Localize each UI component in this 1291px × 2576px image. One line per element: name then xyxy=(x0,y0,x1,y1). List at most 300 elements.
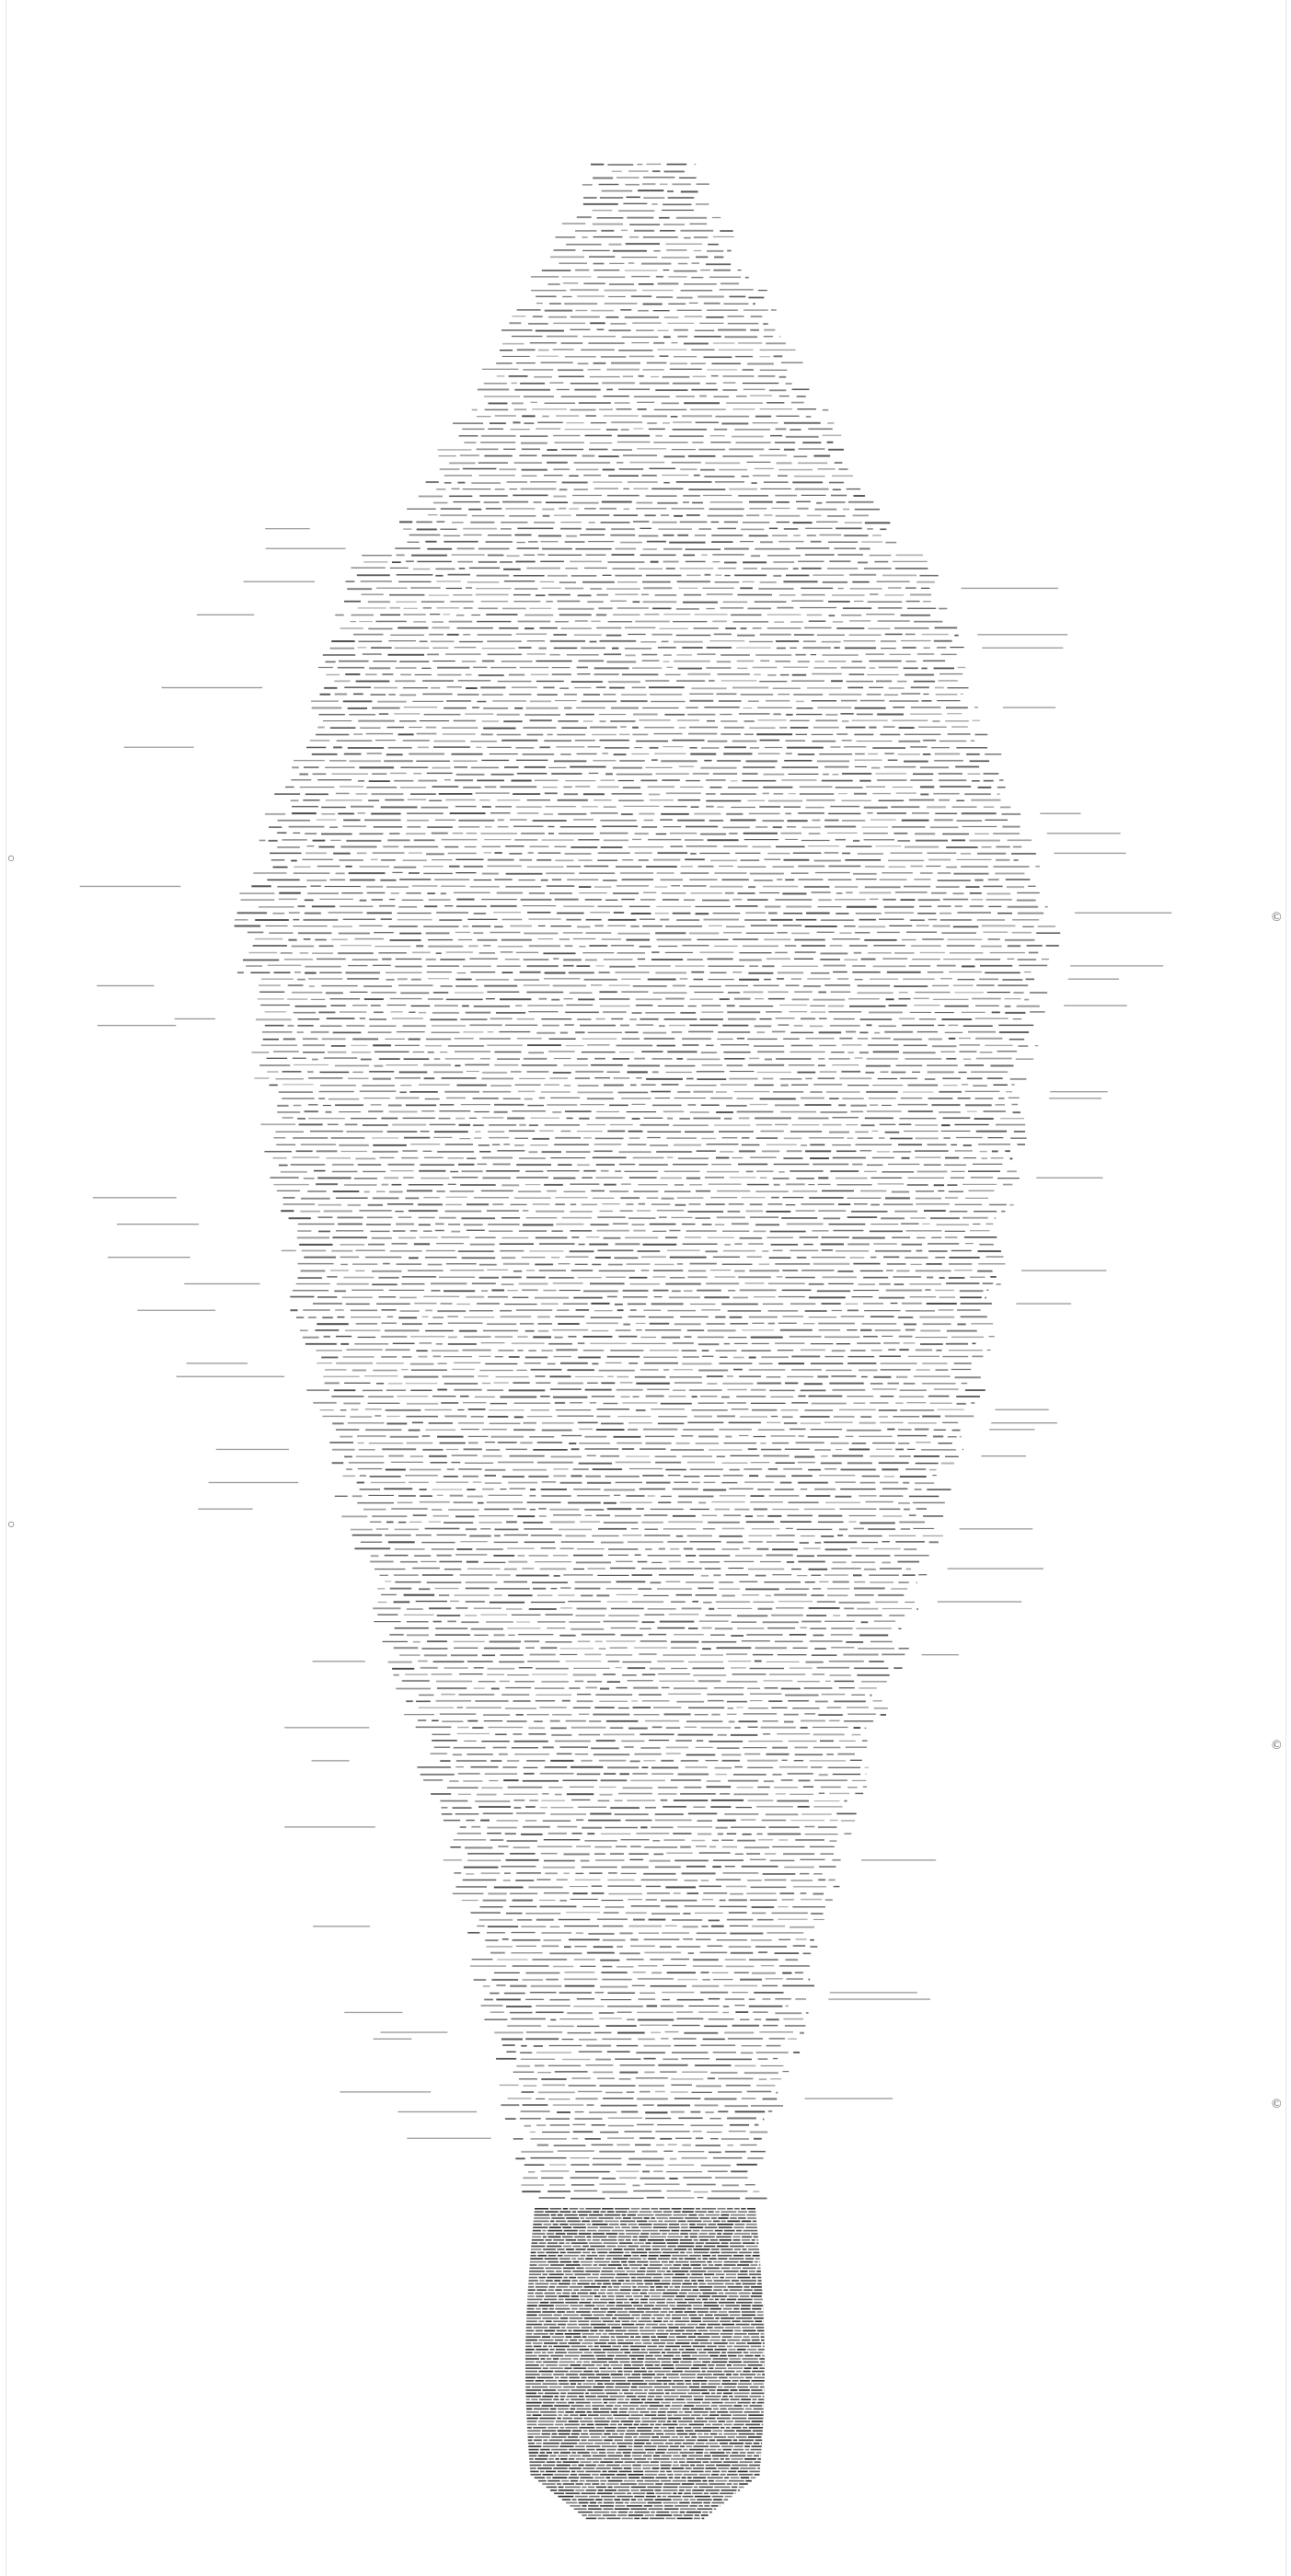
text-stroke xyxy=(376,1304,410,1305)
text-stroke xyxy=(526,707,559,709)
text-stroke xyxy=(538,938,553,939)
text-stroke xyxy=(486,998,495,999)
text-stroke xyxy=(951,727,968,728)
text-stroke xyxy=(723,1250,755,1252)
text-stroke xyxy=(551,1588,558,1589)
text-stroke xyxy=(374,1012,384,1014)
text-stroke xyxy=(710,1197,737,1198)
text-stroke xyxy=(668,1310,697,1311)
text-stroke xyxy=(739,960,762,961)
text-stroke xyxy=(694,164,696,165)
text-stroke xyxy=(817,1291,850,1293)
text-stroke xyxy=(277,886,306,887)
text-stroke xyxy=(900,1078,917,1079)
text-stroke xyxy=(497,892,523,894)
text-stroke xyxy=(719,1589,740,1590)
text-stroke xyxy=(1003,1184,1012,1186)
text-stroke xyxy=(549,1509,579,1511)
text-stroke xyxy=(824,826,856,828)
text-stroke xyxy=(558,369,583,371)
text-stroke xyxy=(363,985,392,986)
text-stroke xyxy=(530,719,552,721)
text-stroke xyxy=(804,1104,831,1106)
text-stroke xyxy=(959,1038,971,1039)
text-stroke xyxy=(898,1581,908,1582)
text-stroke xyxy=(854,1528,864,1530)
text-stroke xyxy=(1011,853,1036,855)
text-stroke xyxy=(554,249,576,250)
text-stroke xyxy=(524,1098,533,1100)
text-stroke xyxy=(761,568,788,569)
text-stroke xyxy=(917,653,934,654)
text-stroke xyxy=(1030,1011,1045,1013)
text-stroke xyxy=(597,1575,628,1576)
text-stroke xyxy=(397,574,433,576)
text-stroke xyxy=(759,1363,773,1364)
text-stroke xyxy=(523,1522,543,1524)
text-stroke xyxy=(288,1025,294,1026)
text-stroke xyxy=(870,1383,883,1385)
text-stroke xyxy=(680,1012,696,1014)
text-stroke xyxy=(602,826,638,827)
side-note-stroke xyxy=(1070,965,1163,966)
text-stroke xyxy=(764,774,785,776)
text-stroke xyxy=(946,1058,956,1060)
text-stroke xyxy=(723,1475,743,1477)
text-stroke xyxy=(636,1323,646,1324)
text-stroke xyxy=(870,1224,898,1225)
text-stroke xyxy=(484,1509,509,1511)
text-stroke xyxy=(662,210,694,211)
text-stroke xyxy=(831,746,841,747)
text-stroke xyxy=(855,1058,863,1059)
text-stroke xyxy=(562,1217,593,1219)
text-stroke xyxy=(821,952,848,954)
text-stroke xyxy=(607,561,644,563)
text-stroke xyxy=(752,1343,769,1344)
text-stroke xyxy=(738,1164,767,1166)
text-stroke xyxy=(978,1263,1005,1265)
text-stroke xyxy=(611,1018,623,1019)
text-stroke xyxy=(494,1111,508,1113)
text-stroke xyxy=(478,634,513,635)
text-stroke xyxy=(487,1210,519,1212)
text-stroke xyxy=(358,647,367,648)
text-stroke xyxy=(520,435,548,436)
text-stroke xyxy=(436,1482,468,1483)
text-stroke xyxy=(352,1005,368,1006)
text-stroke xyxy=(409,1469,441,1471)
text-stroke xyxy=(527,799,550,800)
text-stroke xyxy=(292,766,299,768)
text-stroke xyxy=(653,993,687,994)
text-stroke xyxy=(664,171,685,173)
text-stroke xyxy=(775,1124,788,1125)
text-stroke xyxy=(255,1077,270,1078)
side-note-stroke xyxy=(80,886,181,887)
text-stroke xyxy=(555,442,584,443)
text-stroke xyxy=(570,993,593,994)
text-stroke xyxy=(604,1085,624,1087)
text-stroke xyxy=(846,727,866,729)
text-stroke xyxy=(735,905,758,907)
text-stroke xyxy=(812,741,836,742)
text-stroke xyxy=(394,1601,410,1603)
text-stroke xyxy=(399,879,431,880)
text-stroke xyxy=(759,681,787,682)
text-stroke xyxy=(395,547,420,549)
text-stroke xyxy=(294,1105,302,1107)
text-stroke xyxy=(754,1045,784,1047)
text-stroke xyxy=(920,1330,940,1332)
text-stroke xyxy=(482,648,515,649)
text-stroke xyxy=(667,1157,674,1158)
text-stroke xyxy=(360,1091,397,1092)
text-stroke xyxy=(352,1039,378,1041)
text-stroke xyxy=(388,1455,403,1457)
text-stroke xyxy=(638,959,645,960)
text-stroke xyxy=(598,607,612,609)
text-stroke xyxy=(387,1131,418,1133)
text-stroke xyxy=(472,707,479,708)
text-stroke xyxy=(699,396,707,397)
text-stroke xyxy=(558,1164,571,1166)
text-stroke xyxy=(698,1403,724,1404)
text-stroke xyxy=(643,892,656,893)
text-stroke xyxy=(444,1383,478,1385)
text-stroke xyxy=(618,1092,649,1094)
text-stroke xyxy=(659,1548,665,1550)
text-stroke xyxy=(435,820,455,821)
text-stroke xyxy=(851,1211,888,1213)
text-stroke xyxy=(916,1463,939,1465)
text-stroke xyxy=(744,839,778,840)
text-stroke xyxy=(464,442,476,443)
text-stroke xyxy=(927,806,946,808)
text-stroke xyxy=(352,1370,366,1372)
text-stroke xyxy=(836,913,848,914)
text-stroke xyxy=(958,1098,971,1099)
text-stroke xyxy=(644,1363,678,1364)
text-stroke xyxy=(696,1594,717,1595)
text-stroke xyxy=(829,615,836,616)
text-stroke xyxy=(893,833,907,834)
text-stroke xyxy=(558,1416,594,1417)
text-stroke xyxy=(395,1211,403,1212)
text-stroke xyxy=(927,1489,951,1490)
text-stroke xyxy=(479,952,495,953)
text-stroke xyxy=(682,1363,711,1364)
text-stroke xyxy=(368,799,379,801)
text-stroke xyxy=(395,1548,425,1550)
text-stroke xyxy=(490,1403,507,1404)
text-stroke xyxy=(976,1131,1007,1133)
text-stroke xyxy=(442,728,478,729)
text-stroke xyxy=(763,1455,789,1457)
text-stroke xyxy=(859,548,870,550)
text-stroke xyxy=(582,236,587,238)
text-stroke xyxy=(722,879,749,880)
text-stroke xyxy=(357,1502,394,1503)
text-stroke xyxy=(934,819,952,821)
text-stroke xyxy=(1009,1158,1012,1160)
text-stroke xyxy=(620,700,647,702)
text-stroke xyxy=(366,787,397,788)
text-stroke xyxy=(905,634,916,636)
side-note-stroke xyxy=(960,1528,1033,1529)
text-stroke xyxy=(466,1012,490,1014)
text-stroke xyxy=(307,845,315,846)
text-stroke xyxy=(800,607,836,608)
text-stroke xyxy=(783,913,802,914)
text-stroke xyxy=(683,555,695,557)
text-stroke xyxy=(353,694,363,696)
text-stroke xyxy=(492,1203,503,1205)
text-stroke xyxy=(853,1263,880,1265)
text-stroke xyxy=(640,555,676,557)
text-stroke xyxy=(821,1535,834,1537)
text-stroke xyxy=(875,1329,901,1331)
text-stroke xyxy=(577,1058,588,1060)
text-stroke xyxy=(880,529,886,531)
text-stroke xyxy=(549,303,561,304)
text-stroke xyxy=(444,905,453,906)
text-stroke xyxy=(551,1257,559,1258)
text-stroke xyxy=(889,1615,905,1616)
text-stroke xyxy=(458,939,472,940)
text-stroke xyxy=(500,1243,534,1245)
text-stroke xyxy=(783,1157,802,1159)
text-stroke xyxy=(643,236,678,237)
text-stroke xyxy=(351,1409,358,1410)
text-stroke xyxy=(812,1403,847,1405)
text-stroke xyxy=(486,614,517,615)
text-stroke xyxy=(972,780,980,781)
text-stroke xyxy=(813,455,830,457)
text-stroke xyxy=(561,276,591,277)
text-stroke xyxy=(766,1595,771,1596)
text-stroke xyxy=(922,1363,947,1364)
text-stroke xyxy=(584,508,596,510)
text-stroke xyxy=(796,501,811,502)
text-stroke xyxy=(345,673,360,675)
text-stroke xyxy=(481,1190,513,1191)
text-stroke xyxy=(673,740,705,742)
text-stroke xyxy=(764,336,773,337)
text-stroke xyxy=(591,984,602,985)
text-stroke xyxy=(968,1031,996,1033)
text-stroke xyxy=(660,919,669,921)
text-stroke xyxy=(760,350,796,351)
text-stroke xyxy=(920,766,949,768)
text-stroke xyxy=(318,1012,335,1014)
text-stroke xyxy=(938,880,971,881)
text-stroke xyxy=(993,833,1020,834)
text-stroke xyxy=(591,164,604,166)
text-stroke xyxy=(784,1422,797,1424)
text-stroke xyxy=(631,342,649,343)
text-stroke xyxy=(626,654,636,656)
text-stroke xyxy=(433,502,448,504)
text-stroke xyxy=(836,1481,856,1483)
text-stroke xyxy=(413,621,426,623)
text-stroke xyxy=(407,1443,433,1444)
text-stroke xyxy=(867,1165,882,1167)
text-stroke xyxy=(577,1548,605,1549)
side-note-stroke xyxy=(209,1482,299,1483)
text-stroke xyxy=(651,1203,670,1204)
text-stroke xyxy=(464,1448,482,1450)
text-stroke xyxy=(887,972,921,973)
text-stroke xyxy=(702,1064,722,1066)
text-stroke xyxy=(620,872,653,873)
text-stroke xyxy=(832,476,853,477)
text-stroke xyxy=(697,1290,721,1292)
text-stroke xyxy=(428,998,444,1000)
text-stroke xyxy=(574,462,611,463)
text-stroke xyxy=(916,1250,923,1252)
text-stroke xyxy=(805,1078,813,1079)
text-stroke xyxy=(737,867,766,868)
text-stroke xyxy=(342,1476,355,1478)
text-stroke xyxy=(817,707,851,708)
text-stroke xyxy=(682,1608,702,1610)
text-stroke xyxy=(414,1555,431,1557)
text-stroke xyxy=(431,640,454,642)
text-stroke xyxy=(920,872,933,873)
text-stroke xyxy=(574,389,601,391)
text-stroke xyxy=(812,1257,846,1258)
text-stroke xyxy=(452,555,485,556)
text-stroke xyxy=(594,673,619,675)
text-stroke xyxy=(893,1276,921,1277)
text-stroke xyxy=(395,1077,421,1078)
text-stroke xyxy=(518,1190,541,1192)
text-stroke xyxy=(961,1316,987,1317)
text-stroke xyxy=(800,1416,829,1418)
text-stroke xyxy=(776,640,799,642)
text-stroke xyxy=(387,839,409,841)
text-stroke xyxy=(746,1171,754,1173)
text-stroke xyxy=(433,1621,442,1623)
text-stroke xyxy=(568,1369,594,1371)
text-stroke xyxy=(637,164,642,165)
text-stroke xyxy=(373,1078,391,1080)
text-stroke xyxy=(708,741,728,742)
text-stroke xyxy=(346,581,355,582)
text-stroke xyxy=(1007,886,1024,888)
text-stroke xyxy=(784,760,812,762)
text-stroke xyxy=(726,1105,747,1107)
text-stroke xyxy=(462,1006,469,1007)
text-stroke xyxy=(467,1203,489,1205)
text-stroke xyxy=(396,667,417,669)
text-stroke xyxy=(868,1528,895,1530)
text-stroke xyxy=(437,674,461,676)
text-stroke xyxy=(331,1250,352,1252)
text-stroke xyxy=(692,687,727,689)
text-stroke xyxy=(604,1403,618,1404)
text-stroke xyxy=(570,1184,599,1185)
text-stroke xyxy=(482,846,501,847)
text-stroke xyxy=(610,1568,635,1570)
text-stroke xyxy=(554,515,571,516)
text-stroke xyxy=(888,1349,895,1350)
text-stroke xyxy=(812,891,831,892)
text-stroke xyxy=(347,588,372,590)
text-stroke xyxy=(587,1455,596,1457)
text-stroke xyxy=(339,859,363,861)
text-stroke xyxy=(599,972,610,973)
text-stroke xyxy=(259,984,281,985)
text-stroke xyxy=(754,674,760,675)
text-stroke xyxy=(914,621,942,623)
text-stroke xyxy=(804,627,832,629)
text-stroke xyxy=(928,1250,948,1252)
text-stroke xyxy=(951,840,965,842)
text-stroke xyxy=(982,846,992,847)
text-stroke xyxy=(638,1184,667,1185)
text-stroke xyxy=(938,1190,944,1191)
text-stroke xyxy=(767,555,801,556)
text-stroke xyxy=(495,806,512,808)
text-stroke xyxy=(432,1509,442,1511)
text-stroke xyxy=(539,627,557,629)
text-stroke xyxy=(806,416,812,418)
text-stroke xyxy=(417,561,452,562)
text-stroke xyxy=(340,1244,364,1246)
text-stroke xyxy=(576,469,598,471)
text-stroke xyxy=(368,1244,385,1246)
text-stroke xyxy=(400,674,411,676)
text-stroke xyxy=(979,1244,994,1246)
text-stroke xyxy=(698,1502,706,1504)
text-stroke xyxy=(463,1402,487,1403)
text-stroke xyxy=(463,634,470,635)
text-stroke xyxy=(521,899,552,901)
side-note-stroke xyxy=(948,1568,1043,1569)
text-stroke xyxy=(853,1290,879,1291)
text-stroke xyxy=(872,793,891,794)
text-stroke xyxy=(1016,1059,1033,1060)
text-stroke xyxy=(381,918,392,920)
text-stroke xyxy=(563,932,583,934)
text-stroke xyxy=(763,793,769,795)
text-stroke xyxy=(282,1084,313,1085)
text-stroke xyxy=(778,1296,805,1297)
text-stroke xyxy=(590,727,617,729)
side-note-stroke xyxy=(265,528,309,529)
text-stroke xyxy=(483,707,508,709)
text-stroke xyxy=(839,1528,847,1530)
text-stroke xyxy=(720,607,743,609)
text-stroke xyxy=(699,952,733,953)
text-stroke xyxy=(864,807,888,809)
text-stroke xyxy=(672,508,705,510)
text-stroke xyxy=(990,1064,1013,1066)
text-stroke xyxy=(822,1236,849,1238)
text-stroke xyxy=(363,653,382,655)
text-stroke xyxy=(612,554,635,556)
text-stroke xyxy=(734,1091,770,1092)
text-stroke xyxy=(930,1217,960,1219)
text-stroke xyxy=(725,892,734,894)
text-stroke xyxy=(691,277,703,278)
text-stroke xyxy=(536,594,546,596)
text-stroke xyxy=(729,449,764,451)
text-stroke xyxy=(922,1416,940,1418)
text-stroke xyxy=(627,1111,656,1112)
